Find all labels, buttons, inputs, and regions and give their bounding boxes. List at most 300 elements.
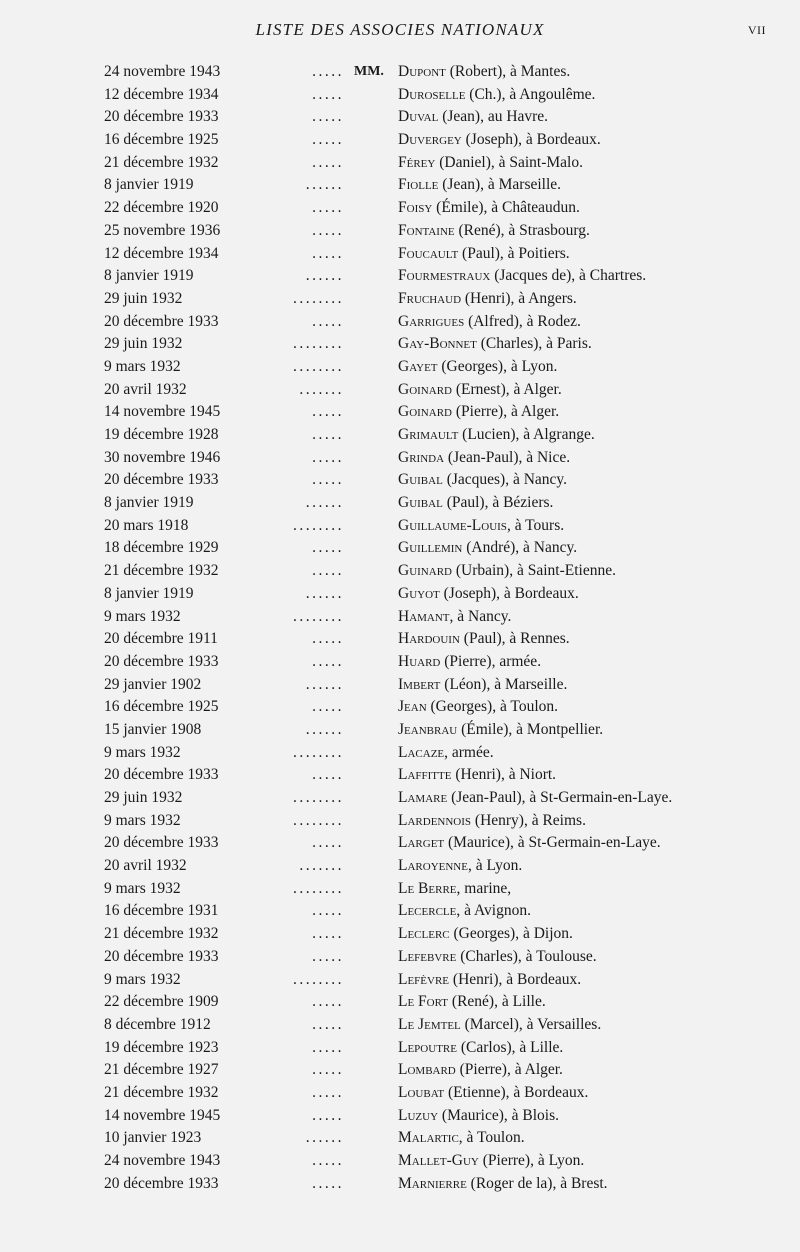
entry-details: (Joseph), à Bordeaux. [465,131,601,149]
entry-surname: Lecercle [398,902,457,920]
dot-leaders: ..... [312,131,344,149]
dot-leaders: ..... [312,630,344,648]
entry-name [398,1014,601,1037]
entry-name [398,583,579,606]
entry-surname: Guillemin [398,539,463,557]
list-item [0,265,800,288]
list-item [0,1105,800,1128]
list-item [0,197,800,220]
entry-name [398,1150,584,1173]
entry-details: , à Nancy. [449,607,512,625]
list-item [0,401,800,424]
entry-surname: Lardennois [398,811,472,829]
entry-details: (René), à Lille. [451,993,546,1011]
entry-date: 24 novembre 1943 [104,1152,221,1169]
list-item [0,855,800,878]
dot-leaders: ....... [299,380,344,398]
dot-leaders: ..... [312,1152,344,1169]
entry-name [398,787,672,810]
entry-surname: Guibal [398,471,443,489]
entry-name [398,356,557,379]
entry-date: 19 décembre 1928 [104,426,219,443]
entry-details: (Henri), à Niort. [455,766,557,784]
entry-surname: Grinda [398,448,445,466]
entry-details: (Paul), à Béziers. [446,494,554,512]
entry-date: 20 avril 1932 [104,380,187,398]
associates-list [0,61,800,1195]
entry-details: , à Tours. [506,516,565,534]
dot-leaders: ..... [312,1038,344,1056]
entry-name [398,606,511,629]
entry-date: 20 décembre 1933 [104,834,219,852]
entry-name [398,333,592,356]
entry-name [398,537,577,560]
dot-leaders: ........ [293,516,344,534]
dot-leaders: ..... [312,1083,344,1101]
list-item [0,152,800,175]
entry-date: 20 avril 1932 [104,857,187,875]
list-item [0,969,800,992]
entry-name [398,61,570,84]
entry-name [398,469,567,492]
entry-date: 20 décembre 1933 [104,471,219,489]
entry-details: (Henri), à Angers. [464,289,577,307]
entry-date: 21 décembre 1932 [104,153,219,171]
entry-surname: Gayet [398,357,438,375]
dot-leaders: ..... [312,403,344,421]
entry-details: (Marcel), à Versailles. [464,1015,602,1033]
entry-details: (Émile), à Montpellier. [461,720,604,738]
dot-leaders: ..... [312,63,344,80]
entry-surname: Le Berre [398,879,457,897]
entry-date: 9 mars 1932 [104,811,181,829]
entry-date: 29 janvier 1902 [104,675,202,693]
entry-name [398,560,616,583]
entry-name [398,628,570,651]
entry-name [398,1173,608,1196]
entry-surname: Guibal [398,494,443,512]
page-number: VII [747,23,766,37]
entry-surname: Malartic [398,1129,459,1147]
entry-details: (Jean-Paul), à Nice. [447,448,571,466]
honorific-prefix: MM. [354,64,384,79]
list-item [0,379,800,402]
entry-surname: Dupont [398,63,446,80]
dot-leaders: ..... [312,108,344,126]
dot-leaders: ........ [293,743,344,761]
entry-surname: Garrigues [398,312,465,330]
entry-details: (Georges), à Toulon. [430,698,558,716]
entry-surname: Huard [398,652,441,670]
entry-details: (Léon), à Marseille. [444,675,568,693]
entry-details: (André), à Nancy. [466,539,578,557]
entry-name [398,764,556,787]
entry-date: 8 janvier 1919 [104,176,194,194]
dot-leaders: ..... [312,1061,344,1079]
entry-name [398,447,570,470]
entry-name [398,243,570,266]
entry-surname: Guillaume-Louis [398,516,507,534]
entry-surname: Lombard [398,1061,456,1079]
entry-date: 29 juin 1932 [104,789,183,806]
entry-name [398,1037,563,1060]
list-item [0,1082,800,1105]
entry-surname: Imbert [398,675,441,693]
list-item [0,492,800,515]
list-item [0,696,800,719]
entry-date: 20 mars 1918 [104,516,189,534]
entry-surname: Goinard [398,380,452,398]
entry-date: 8 décembre 1912 [104,1015,211,1033]
entry-details: (Joseph), à Bordeaux. [443,584,579,602]
list-item [0,174,800,197]
entry-details: (Jean), à Marseille. [442,176,562,194]
list-item [0,220,800,243]
entry-date: 21 décembre 1927 [104,1061,219,1079]
entry-details: (Lucien), à Algrange. [462,426,595,443]
entry-date: 21 décembre 1932 [104,562,219,580]
entry-date: 30 novembre 1946 [104,448,221,466]
list-item [0,900,800,923]
entry-name [398,379,562,402]
entry-date: 9 mars 1932 [104,607,181,625]
entry-details: (Henry), à Reims. [474,811,586,829]
entry-date: 8 janvier 1919 [104,584,194,602]
entry-surname: Fontaine [398,221,455,239]
list-item [0,674,800,697]
list-item [0,1127,800,1150]
entry-name [398,1082,588,1105]
entry-date: 22 décembre 1909 [104,993,219,1011]
entry-details: (Maurice), à Blois. [441,1106,559,1124]
dot-leaders: ........ [293,789,344,806]
entry-surname: Luzuy [398,1106,439,1124]
entry-surname: Foisy [398,199,433,217]
entry-surname: Fiolle [398,176,439,194]
entry-name [398,311,581,334]
dot-leaders: ...... [305,1129,344,1147]
entry-surname: Grimault [398,426,459,443]
page-header [0,20,800,44]
entry-name [398,923,573,946]
entry-details: , à Avignon. [456,902,531,920]
dot-leaders: ..... [312,448,344,466]
entry-surname: Goinard [398,403,452,421]
entry-name [398,152,583,175]
entry-date: 12 décembre 1934 [104,244,219,262]
dot-leaders: ...... [305,675,344,693]
entry-details: (Émile), à Châteaudun. [436,199,580,217]
entry-details: (Roger de la), à Brest. [470,1174,608,1192]
entry-name [398,742,494,765]
entry-details: (Etienne), à Bordeaux. [448,1083,589,1101]
dot-leaders: ..... [312,1174,344,1192]
list-item [0,243,800,266]
dot-leaders: ...... [305,584,344,602]
dot-leaders: ..... [312,426,344,443]
entry-date: 12 décembre 1934 [104,85,219,103]
dot-leaders: ..... [312,471,344,489]
dot-leaders: ........ [293,335,344,353]
entry-date: 9 mars 1932 [104,970,181,988]
entry-name [398,265,646,288]
list-item [0,288,800,311]
entry-date: 14 novembre 1945 [104,1106,221,1124]
list-item [0,106,800,129]
list-item [0,1014,800,1037]
entry-details: (Alfred), à Rodez. [468,312,581,330]
entry-name [398,651,541,674]
list-item [0,991,800,1014]
dot-leaders: ........ [293,289,344,307]
entry-details: (Ernest), à Alger. [455,380,562,398]
entry-date: 21 décembre 1932 [104,1083,219,1101]
dot-leaders: ........ [293,970,344,988]
entry-date: 22 décembre 1920 [104,199,219,217]
entry-date: 10 janvier 1923 [104,1129,202,1147]
dot-leaders: ..... [312,993,344,1011]
entry-date: 29 juin 1932 [104,289,183,307]
list-item [0,810,800,833]
entry-date: 20 décembre 1933 [104,108,219,126]
entry-name [398,810,586,833]
list-item [0,878,800,901]
list-item [0,787,800,810]
list-item [0,583,800,606]
dot-leaders: ....... [299,857,344,875]
entry-date: 24 novembre 1943 [104,63,221,80]
list-item [0,424,800,447]
entry-surname: Foucault [398,244,459,262]
entry-surname: Férey [398,153,436,171]
entry-name [398,991,546,1014]
list-item [0,1059,800,1082]
list-item [0,832,800,855]
entry-name [398,878,511,901]
entry-details: (Maurice), à St-Germain-en-Laye. [448,834,661,852]
entry-date: 21 décembre 1932 [104,925,219,943]
entry-name [398,1127,525,1150]
list-item [0,469,800,492]
dot-leaders: ..... [312,766,344,784]
dot-leaders: ..... [312,902,344,920]
entry-details: (Pierre), à Lyon. [482,1152,585,1169]
list-item [0,946,800,969]
dot-leaders: ..... [312,312,344,330]
dot-leaders: ..... [312,947,344,965]
entry-surname: Laroyenne [398,857,468,875]
dot-leaders: ..... [312,1015,344,1033]
list-item [0,1150,800,1173]
entry-details: (Charles), à Toulouse. [460,947,597,965]
list-item [0,515,800,538]
entry-date: 8 janvier 1919 [104,494,194,512]
entry-details: (Robert), à Mantes. [449,63,571,80]
entry-date: 20 décembre 1911 [104,630,218,648]
dot-leaders: ...... [305,176,344,194]
dot-leaders: ..... [312,199,344,217]
entry-name [398,401,559,424]
entry-surname: Hardouin [398,630,460,648]
entry-details: (Jean), au Havre. [442,108,549,126]
entry-surname: Lamare [398,789,448,806]
entry-name [398,129,601,152]
entry-surname: Jeanbrau [398,720,458,738]
dot-leaders: ..... [312,925,344,943]
entry-name [398,288,577,311]
entry-details: (Urbain), à Saint-Etienne. [455,562,616,580]
list-item [0,1037,800,1060]
entry-surname: Gay-Bonnet [398,335,477,353]
list-item [0,333,800,356]
dot-leaders: ........ [293,607,344,625]
entry-date: 29 juin 1932 [104,335,183,353]
entry-name [398,900,531,923]
entry-date: 16 décembre 1931 [104,902,219,920]
dot-leaders: ...... [305,494,344,512]
entry-surname: Duval [398,108,439,126]
entry-details: (Daniel), à Saint-Malo. [439,153,583,171]
list-item [0,923,800,946]
entry-date: 14 novembre 1945 [104,403,221,421]
entry-name [398,855,522,878]
list-item [0,560,800,583]
dot-leaders: ..... [312,244,344,262]
entry-surname: Marnierre [398,1174,467,1192]
entry-details: (Carlos), à Lille. [460,1038,564,1056]
entry-details: (Jacques), à Nancy. [446,471,568,489]
list-item [0,606,800,629]
page-title: LISTE DES ASSOCIES NATIONAUX [255,20,545,39]
entry-date: 16 décembre 1925 [104,131,219,149]
entry-date: 25 novembre 1936 [104,221,221,239]
entry-name [398,106,548,129]
entry-name [398,515,564,538]
entry-name [398,1105,559,1128]
entry-details: , à Toulon. [458,1129,525,1147]
list-item [0,537,800,560]
entry-date: 9 mars 1932 [104,879,181,897]
entry-name [398,1059,563,1082]
entry-date: 19 décembre 1923 [104,1038,219,1056]
dot-leaders: ..... [312,562,344,580]
entry-details: (Pierre), à Alger. [459,1061,563,1079]
entry-details: (Charles), à Paris. [480,335,592,353]
entry-name [398,696,558,719]
entry-details: (Paul), à Poitiers. [462,244,570,262]
entry-name [398,84,595,107]
entry-surname: Lacaze [398,743,445,761]
entry-details: (Georges), à Lyon. [441,357,558,375]
entry-surname: Fourmestraux [398,267,491,285]
entry-name [398,946,597,969]
entry-surname: Larget [398,834,445,852]
entry-date: 20 décembre 1933 [104,652,219,670]
entry-details: (René), à Strasbourg. [458,221,590,239]
entry-date: 20 décembre 1933 [104,766,219,784]
list-item [0,764,800,787]
dot-leaders: ..... [312,698,344,716]
entry-details: , à Lyon. [467,857,523,875]
entry-surname: Leclerc [398,925,450,943]
dot-leaders: ........ [293,357,344,375]
entry-surname: Jean [398,698,427,716]
entry-details: (Paul), à Rennes. [463,630,570,648]
entry-details: (Jean-Paul), à St-Germain-en-Laye. [451,789,673,806]
entry-surname: Guinard [398,562,452,580]
entry-date: 8 janvier 1919 [104,267,194,285]
entry-details: (Pierre), à Alger. [455,403,560,421]
dot-leaders: ..... [312,221,344,239]
list-item [0,719,800,742]
entry-name [398,424,595,447]
dot-leaders: ........ [293,879,344,897]
entry-surname: Le Fort [398,993,449,1011]
entry-details: (Georges), à Dijon. [453,925,573,943]
entry-surname: Guyot [398,584,440,602]
entry-name [398,832,661,855]
list-item [0,1173,800,1196]
entry-name [398,220,590,243]
entry-surname: Loubat [398,1083,445,1101]
entry-surname: Lefebvre [398,947,457,965]
entry-name [398,174,561,197]
entry-surname: Laffitte [398,766,452,784]
list-item [0,84,800,107]
entry-surname: Duvergey [398,131,462,149]
entry-date: 9 mars 1932 [104,357,181,375]
entry-details: (Henri), à Bordeaux. [452,970,582,988]
list-item [0,61,800,84]
list-item [0,129,800,152]
entry-name [398,969,581,992]
entry-date: 20 décembre 1933 [104,1174,219,1192]
entry-date: 20 décembre 1933 [104,947,219,965]
dot-leaders: ...... [305,267,344,285]
entry-name [398,719,603,742]
dot-leaders: ...... [305,720,344,738]
entry-surname: Duroselle [398,85,466,103]
entry-surname: Mallet-Guy [398,1152,479,1169]
entry-surname: Hamant [398,607,450,625]
dot-leaders: ..... [312,652,344,670]
entry-date: 9 mars 1932 [104,743,181,761]
entry-details: (Ch.), à Angoulême. [469,85,596,103]
dot-leaders: ..... [312,539,344,557]
entry-surname: Lepoutre [398,1038,457,1056]
entry-date: 16 décembre 1925 [104,698,219,716]
list-item [0,356,800,379]
list-item [0,742,800,765]
entry-details: (Jacques de), à Chartres. [494,267,647,285]
dot-leaders: ..... [312,834,344,852]
dot-leaders: ..... [312,1106,344,1124]
list-item [0,651,800,674]
list-item [0,447,800,470]
entry-name [398,197,580,220]
list-item [0,628,800,651]
entry-date: 18 décembre 1929 [104,539,219,557]
entry-name [398,492,553,515]
entry-surname: Le Jemtel [398,1015,461,1033]
entry-name [398,674,567,697]
entry-details: , marine, [456,879,512,897]
entry-surname: Fruchaud [398,289,462,307]
entry-details: , armée. [444,743,494,761]
dot-leaders: ........ [293,811,344,829]
dot-leaders: ..... [312,153,344,171]
list-item [0,311,800,334]
